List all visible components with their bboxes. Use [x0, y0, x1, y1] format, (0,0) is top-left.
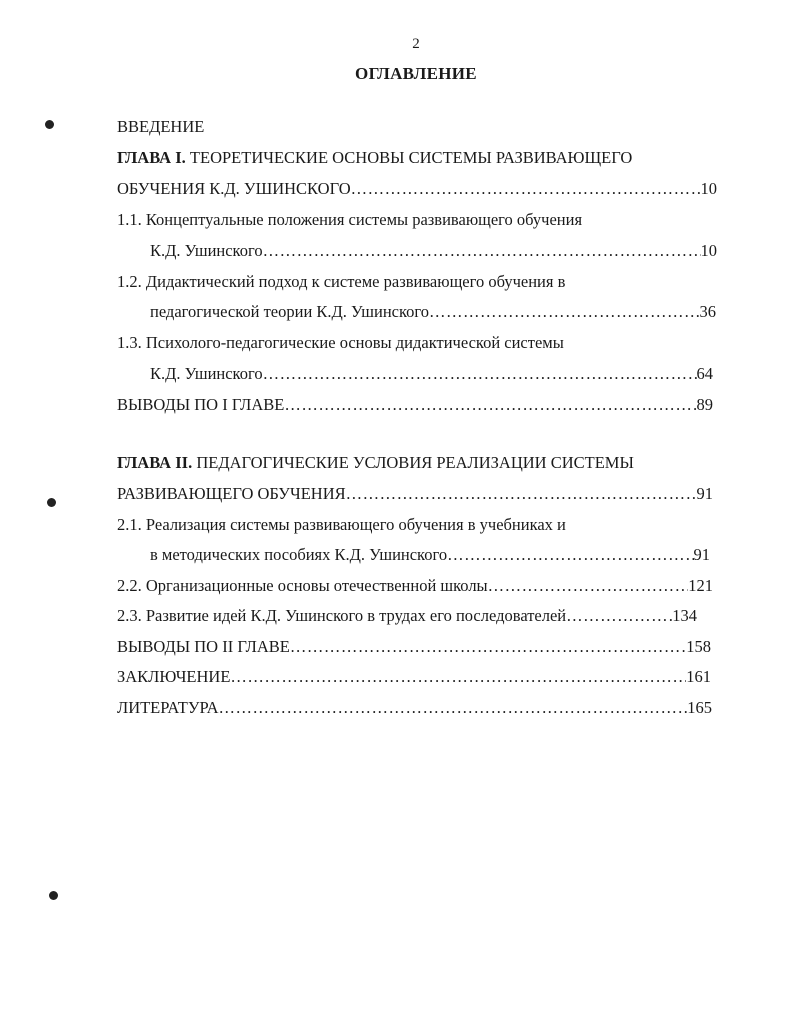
- dot-leader: [351, 179, 701, 199]
- punch-hole-mark: [47, 498, 56, 507]
- chapter-1-title-cont: ОБУЧЕНИЯ К.Д. УШИНСКОГО: [117, 179, 351, 198]
- dot-leader: [284, 395, 696, 415]
- section-1-3-title-cont: К.Д. Ушинского: [150, 364, 263, 383]
- chapter-2-title: ПЕДАГОГИЧЕСКИЕ УСЛОВИЯ РЕАЛИЗАЦИИ СИСТЕМЫ: [192, 453, 634, 472]
- conclusions-1-title: ВЫВОДЫ ПО I ГЛАВЕ: [117, 395, 285, 414]
- section-1-2-page: 36: [699, 302, 716, 321]
- toc-section-1-1-line2[interactable]: [150, 241, 717, 261]
- toc-section-2-1-line2[interactable]: [150, 545, 710, 565]
- section-2-1-title-cont: в методических пособиях К.Д. Ушинского: [150, 545, 448, 564]
- toc-section-1-2[interactable]: 1.2. Дидактический подход к системе развивающего обучения в: [117, 272, 566, 291]
- toc-section-2-2[interactable]: [117, 576, 713, 596]
- dot-leader: [219, 698, 688, 718]
- conclusions-2-page: 158: [686, 637, 711, 656]
- toc-section-1-1[interactable]: 1.1. Концептуальные положения системы развивающего обучения: [117, 210, 583, 229]
- toc-section-2-1[interactable]: 2.1. Реализация системы развивающего обучения в учебниках и: [117, 515, 566, 534]
- section-2-3-title: 2.3. Развитие идей К.Д. Ушинского в трудах его последователей: [117, 606, 567, 625]
- toc-section-1-3[interactable]: 1.3. Психолого-педагогические основы дидактической системы: [117, 333, 564, 352]
- dot-leader: [263, 241, 701, 261]
- toc-literature[interactable]: [117, 698, 712, 718]
- conclusions-2-title: ВЫВОДЫ ПО II ГЛАВЕ: [117, 637, 290, 656]
- literature-page: 165: [687, 698, 712, 717]
- toc-chapter-2-heading[interactable]: [117, 453, 634, 473]
- punch-hole-mark: [45, 120, 54, 129]
- toc-chapter-2-line2[interactable]: [117, 484, 713, 504]
- section-2-2-page: 121: [688, 576, 713, 595]
- section-2-2-title: 2.2. Организационные основы отечественной школы: [117, 576, 488, 595]
- toc-section-1-3-line2[interactable]: [150, 364, 713, 384]
- conclusions-1-page: 89: [696, 395, 713, 414]
- dot-leader: [488, 576, 689, 596]
- toc-section-2-3[interactable]: [117, 606, 697, 626]
- dot-leader: [230, 667, 686, 687]
- toc-chapter-1-line2[interactable]: [117, 179, 717, 199]
- chapter-2-page: 91: [696, 484, 713, 503]
- toc-chapter-1-heading[interactable]: [117, 148, 632, 168]
- section-2-1-page: 91: [693, 545, 710, 564]
- section-1-3-page: 64: [696, 364, 713, 383]
- toc-intro[interactable]: ВВЕДЕНИЕ: [117, 117, 205, 136]
- chapter-1-prefix: ГЛАВА I.: [117, 148, 186, 167]
- dot-leader: [447, 545, 693, 565]
- chapter-1-page: 10: [700, 179, 717, 198]
- section-1-1-page: 10: [700, 241, 717, 260]
- section-1-2-title-cont: педагогической теории К.Д. Ушинского: [150, 302, 430, 321]
- dot-leader: [566, 606, 672, 626]
- dot-leader: [429, 302, 699, 322]
- section-1-1-title-cont: К.Д. Ушинского: [150, 241, 263, 260]
- chapter-2-prefix: ГЛАВА II.: [117, 453, 193, 472]
- punch-hole-mark: [49, 891, 58, 900]
- dot-leader: [263, 364, 697, 384]
- section-2-3-page: 134: [672, 606, 697, 625]
- literature-title: ЛИТЕРАТУРА: [117, 698, 219, 717]
- toc-conclusions-1[interactable]: [117, 395, 713, 415]
- dot-leader: [290, 637, 686, 657]
- toc-section-1-2-line2[interactable]: [150, 302, 716, 322]
- toc-title: ОГЛАВЛЕНИЕ: [355, 64, 477, 83]
- chapter-1-title: ТЕОРЕТИЧЕСКИЕ ОСНОВЫ СИСТЕМЫ РАЗВИВАЮЩЕГО: [185, 148, 633, 167]
- chapter-2-title-cont: РАЗВИВАЮЩЕГО ОБУЧЕНИЯ: [117, 484, 346, 503]
- dot-leader: [346, 484, 697, 504]
- page-number: 2: [412, 36, 420, 52]
- toc-conclusions-2[interactable]: [117, 637, 711, 657]
- conclusion-title: ЗАКЛЮЧЕНИЕ: [117, 667, 231, 686]
- conclusion-page: 161: [686, 667, 711, 686]
- toc-conclusion[interactable]: [117, 667, 711, 687]
